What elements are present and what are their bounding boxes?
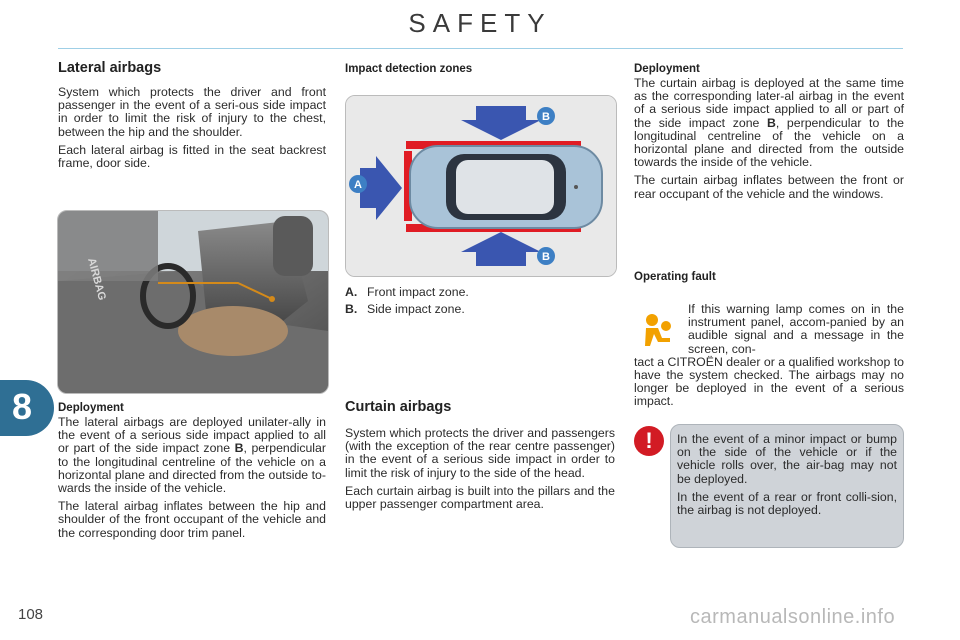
airbag-label-text: AIRBAG	[85, 256, 108, 302]
curtain-deployment-section	[634, 63, 904, 206]
page-number: 108	[18, 606, 44, 623]
lateral-intro-p1: System which protects the driver and front passenger in the event of a seri-ous side impact in order to limit the risk of injury to the chest, between the hip and the shoulder.	[58, 85, 326, 139]
curtain-intro-p2: Each curtain airbag is built into the pillars and the upper passenger compartment area.	[345, 483, 615, 512]
watermark-text: carmanualsonline.info	[690, 606, 896, 628]
warning-exclamation-icon: !	[634, 426, 664, 456]
page-header-title: SAFETY	[408, 8, 552, 38]
warning-note-box	[670, 424, 904, 548]
header-rule	[58, 48, 903, 49]
zone-b-top-label: B	[542, 111, 550, 123]
airbag-seat-photo	[57, 210, 329, 394]
chapter-number: 8	[12, 386, 33, 427]
curtain-deployment-title: Deployment	[634, 63, 700, 75]
fault-text-a: If this warning lamp comes on in the instrument panel, accom-panied by an audible signal and a message in the screen, con-	[688, 302, 904, 356]
curtain-deployment-p1: The curtain airbag is deployed at the same time as the corresponding later-al airbag in the event of a serious side impact applied to all or part of the side impact zone B, perpendicular to the longitudinal centreline of the vehicle on a horizontal plane and directed from the outside towards the inside of the vehicle.	[634, 76, 905, 170]
warning-note-p1: In the event of a minor impact or bump on the side of the vehicle or if the vehicle rolls over, the air-bag may not be deployed.	[677, 432, 897, 486]
impact-zones-diagram	[345, 95, 617, 277]
car-topview-illustration	[346, 96, 616, 276]
zone-a-label: A	[354, 179, 362, 191]
lateral-deployment-p2: The lateral airbag inflates between the hip and shoulder of the front occupant of the vehicle and the corresponding door trim panel.	[58, 499, 326, 540]
warning-note-p2: In the event of a rear or front colli-sion, the airbag is not deployed.	[677, 489, 897, 518]
operating-fault-title: Operating fault	[634, 271, 716, 283]
lateral-intro-p2: Each lateral airbag is fitted in the seat backrest frame, door side.	[58, 142, 326, 171]
airbag-seat-illustration	[58, 211, 328, 393]
curtain-section	[345, 399, 615, 516]
lateral-deployment-title: Deployment	[58, 402, 124, 414]
zone-b-bottom-label: B	[542, 251, 550, 263]
lateral-deployment-p1: The lateral airbags are deployed unilater-ally in the event of a serious side impact applied to all or part of the side impact zone B, perpendicular to the longitudinal centreline of the vehicle on a horizontal plane and directed from the outside to-wards the inside of the vehicle.	[58, 415, 326, 496]
lateral-intro-section	[58, 60, 326, 175]
legend-item-a: A. Front impact zone.	[345, 285, 469, 299]
curtain-intro-p1: System which protects the driver and passengers (with the exception of the rear centre passenger) in the event of a serious side impact in order to limit the risk of injury to the side of the head.	[345, 426, 615, 480]
chapter-tab	[0, 380, 54, 436]
operating-fault-section	[634, 271, 904, 285]
fault-text-b: tact a CITROËN dealer or a qualified workshop to have the system checked. The airbags may no longer be deployed in the event of a serious impact.	[634, 354, 904, 409]
impact-zones-title: Impact detection zones	[345, 63, 473, 75]
curtain-deployment-p2: The curtain airbag inflates between the front or rear occupant of the vehicle and the windows.	[634, 173, 904, 201]
legend-item-b: B. Side impact zone.	[345, 302, 465, 316]
lateral-deployment-section	[58, 402, 326, 545]
operating-fault-text	[634, 303, 904, 414]
impact-legend	[345, 284, 615, 318]
curtain-airbags-title: Curtain airbags	[345, 399, 452, 415]
impact-section-title-wrap	[345, 63, 615, 77]
lateral-airbags-title: Lateral airbags	[58, 60, 162, 76]
